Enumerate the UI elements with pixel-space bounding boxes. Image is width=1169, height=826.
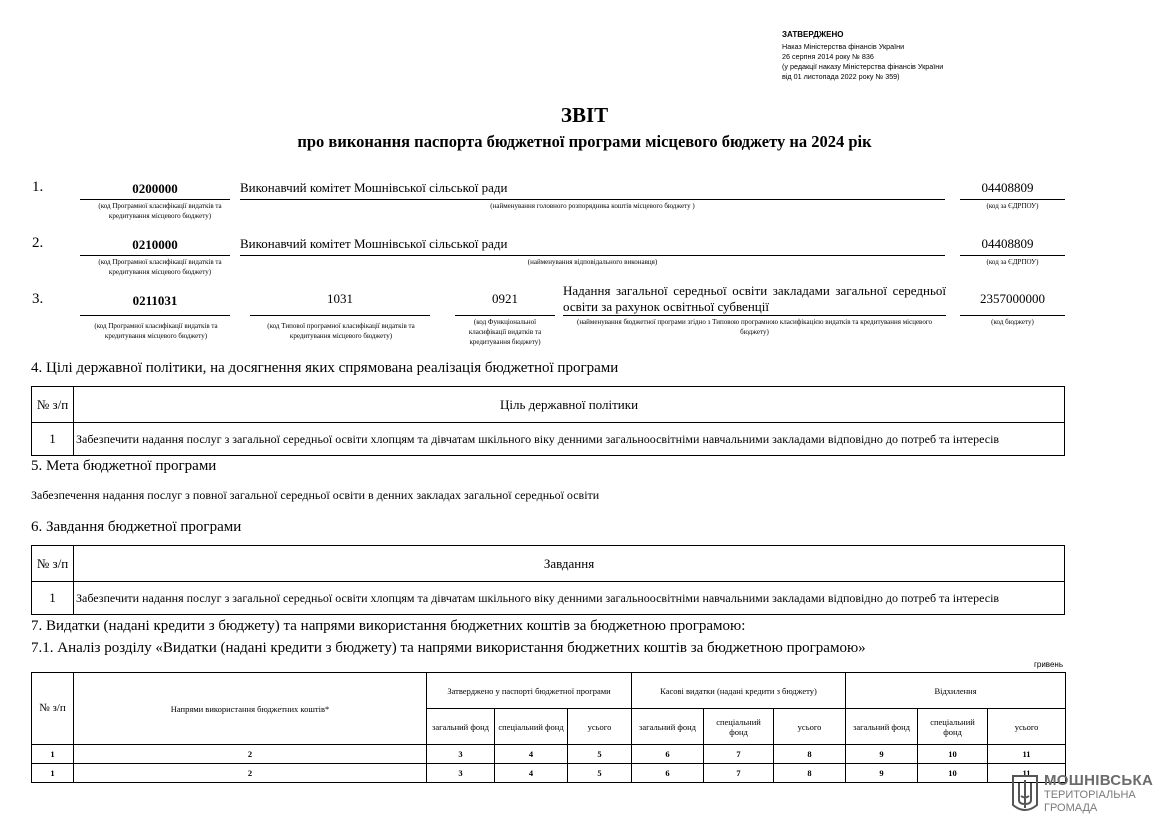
approval-heading: ЗАТВЕРДЖЕНО [782, 30, 844, 39]
expenditures-table [31, 672, 1066, 783]
row2-code-caption: (код Програмної класифікації видатків та кредитування місцевого бюджету) [98, 258, 222, 276]
task-text: Забезпечити надання послуг з загальної середньої освіти хлопцям та дівчатам шкільного віку денними загальноосвітніми навчальними закладами відповідно до потреб та інтересів [74, 582, 1065, 615]
row3-program-name: Надання загальної середньої освіти закладами загальної середньої освіти за рахунок освітньої субвенції [563, 283, 946, 314]
program-purpose-text: Забезпечення надання послуг з повної загальної середньої освіти в денних закладах загальної середньої освіти [31, 488, 600, 502]
index-cell: 10 [918, 745, 988, 764]
index-cell: 2 [74, 745, 427, 764]
table-cell: 9 [846, 764, 918, 783]
section6-heading: 6. Завдання бюджетної програми [31, 519, 242, 535]
row3-number: 3. [32, 291, 44, 307]
row3-functional-code: 0921 [492, 291, 518, 306]
row2-program-code: 0210000 [132, 237, 178, 252]
row1-name-underline [240, 199, 945, 200]
row2-edrpou-caption: (код за ЄДРПОУ) [986, 258, 1039, 266]
row1-code-caption: (код Програмної класифікації видатків та кредитування місцевого бюджету) [98, 202, 222, 220]
row3-functional-underline [455, 315, 555, 316]
column-header-total: усього [568, 709, 632, 745]
column-header-number: № з/п [32, 387, 74, 423]
table-header-row [32, 673, 1066, 709]
section4-heading: 4. Цілі державної політики, на досягнення яких спрямована реалізація бюджетної програми [31, 360, 619, 376]
table-row [32, 764, 1066, 783]
row3-typical-underline [250, 315, 430, 316]
table-cell: 10 [918, 764, 988, 783]
index-cell: 8 [774, 745, 846, 764]
currency-label: гривень [1033, 660, 1063, 669]
row2-code-underline [80, 255, 230, 256]
row3-budget-caption: (код бюджету) [991, 318, 1034, 326]
row2-edrpou-underline [960, 255, 1065, 256]
table-cell: 3 [427, 764, 495, 783]
table-index-row [32, 745, 1066, 764]
report-subtitle: про виконання паспорта бюджетної програми місцевого бюджету на 2024 рік [297, 132, 872, 151]
index-cell: 7 [704, 745, 774, 764]
row1-edrpou: 04408809 [981, 180, 1034, 195]
row-number: 1 [32, 423, 74, 456]
section7-heading: 7. Видатки (надані кредити з бюджету) та напрями використання бюджетних коштів за бюджетною програмою: [31, 618, 746, 634]
index-cell: 9 [846, 745, 918, 764]
goal-text: Забезпечити надання послуг з загальної середньої освіти хлопцям та дівчатам шкільного віку денними загальноосвітніми навчальними закладами відповідно до потреб та інтересів [74, 423, 1065, 456]
column-header-number: № з/п [32, 673, 74, 745]
table-cell: 8 [774, 764, 846, 783]
index-cell: 6 [632, 745, 704, 764]
row1-name-caption: (найменування головного розпорядника коштів місцевого бюджету ) [490, 202, 695, 210]
row3-budget-code: 2357000000 [980, 291, 1045, 306]
row1-code-underline [80, 199, 230, 200]
row1-name: Виконавчий комітет Мошнівської сільської ради [240, 180, 508, 195]
table-cell: 4 [495, 764, 568, 783]
row3-code-caption: (код Програмної класифікації видатків та кредитування місцевого бюджету) [94, 322, 218, 340]
table-cell: 6 [632, 764, 704, 783]
table-header-row [32, 546, 1065, 582]
row3-name-caption: (найменування бюджетної програми згідно з Типовою програмною класифікацією видатків та кредитування місцевого бюджету) [576, 318, 933, 336]
row3-name-underline [563, 315, 946, 316]
approval-block [782, 30, 943, 82]
column-header-direction: Напрями використання бюджетних коштів* [74, 673, 427, 745]
section5-heading: 5. Мета бюджетної програми [31, 458, 217, 474]
row3-functional-caption: (код Функціональної класифікації видатків та кредитування бюджету) [468, 318, 542, 346]
approval-line: (у редакції наказу Міністерства фінансів України [782, 62, 944, 71]
column-header-task: Завдання [74, 546, 1065, 582]
table-cell: 7 [704, 764, 774, 783]
table-row [32, 582, 1065, 615]
table-cell: 5 [568, 764, 632, 783]
row3-code-underline [80, 315, 230, 316]
column-group-deviations: Відхилення [846, 673, 1066, 709]
row2-name-underline [240, 255, 945, 256]
column-group-approved: Затверджено у паспорті бюджетної програми [427, 673, 632, 709]
row3-program-code: 0211031 [132, 293, 178, 308]
index-cell: 3 [427, 745, 495, 764]
column-header-total: усього [774, 709, 846, 745]
logo-line-1: МОШНІВСЬКА [1044, 772, 1154, 789]
section7-1-heading: 7.1. Аналіз розділу «Видатки (надані кредити з бюджету) та напрями використання бюджетних коштів за бюджетною програмою» [31, 640, 866, 656]
policy-goals-table [31, 386, 1065, 456]
row1-program-code: 0200000 [132, 181, 178, 196]
logo-line-3: ГРОМАДА [1044, 802, 1098, 814]
column-header-general-fund: загальний фонд [846, 709, 918, 745]
report-title: ЗВІТ [560, 103, 609, 127]
trident-emblem-icon [1010, 773, 1040, 817]
column-header-number: № з/п [32, 546, 74, 582]
row2-number: 2. [32, 235, 44, 251]
logo-line-2: ТЕРИТОРІАЛЬНА [1044, 789, 1136, 801]
approval-line: 26 серпня 2014 року № 836 [782, 52, 874, 61]
row3-typical-code: 1031 [327, 291, 353, 306]
column-header-special-fund: спеціальний фонд [918, 709, 988, 745]
row1-edrpou-caption: (код за ЄДРПОУ) [986, 202, 1039, 210]
table-header-row [32, 387, 1065, 423]
index-cell: 4 [495, 745, 568, 764]
row3-typical-caption: (код Типової програмної класифікації видатків та кредитування місцевого бюджету) [267, 322, 415, 340]
index-cell: 1 [32, 745, 74, 764]
table-row [32, 423, 1065, 456]
column-header-special-fund: спеціальний фонд [704, 709, 774, 745]
row1-number: 1. [32, 179, 44, 195]
row2-name: Виконавчий комітет Мошнівської сільської ради [240, 236, 508, 251]
approval-line: від 01 листопада 2022 року № 359) [782, 72, 900, 81]
row-number: 1 [32, 582, 74, 615]
program-tasks-table [31, 545, 1065, 615]
table-cell: 1 [32, 764, 74, 783]
index-cell: 11 [988, 745, 1066, 764]
column-header-total: усього [988, 709, 1066, 745]
table-cell: 2 [74, 764, 427, 783]
column-header-goal: Ціль державної політики [74, 387, 1065, 423]
row2-name-caption: (найменування відповідального виконавця) [527, 258, 658, 266]
approval-line: Наказ Міністерства фінансів України [782, 42, 905, 51]
index-cell: 5 [568, 745, 632, 764]
row1-edrpou-underline [960, 199, 1065, 200]
column-header-general-fund: загальний фонд [427, 709, 495, 745]
row3-budget-underline [960, 315, 1065, 316]
community-logo [1010, 772, 1160, 818]
column-group-cash-expenses: Касові видатки (надані кредити з бюджету) [632, 673, 846, 709]
column-header-general-fund: загальний фонд [632, 709, 704, 745]
column-header-special-fund: спеціальний фонд [495, 709, 568, 745]
row2-edrpou: 04408809 [981, 236, 1034, 251]
table-cell: 11 [988, 764, 1066, 783]
